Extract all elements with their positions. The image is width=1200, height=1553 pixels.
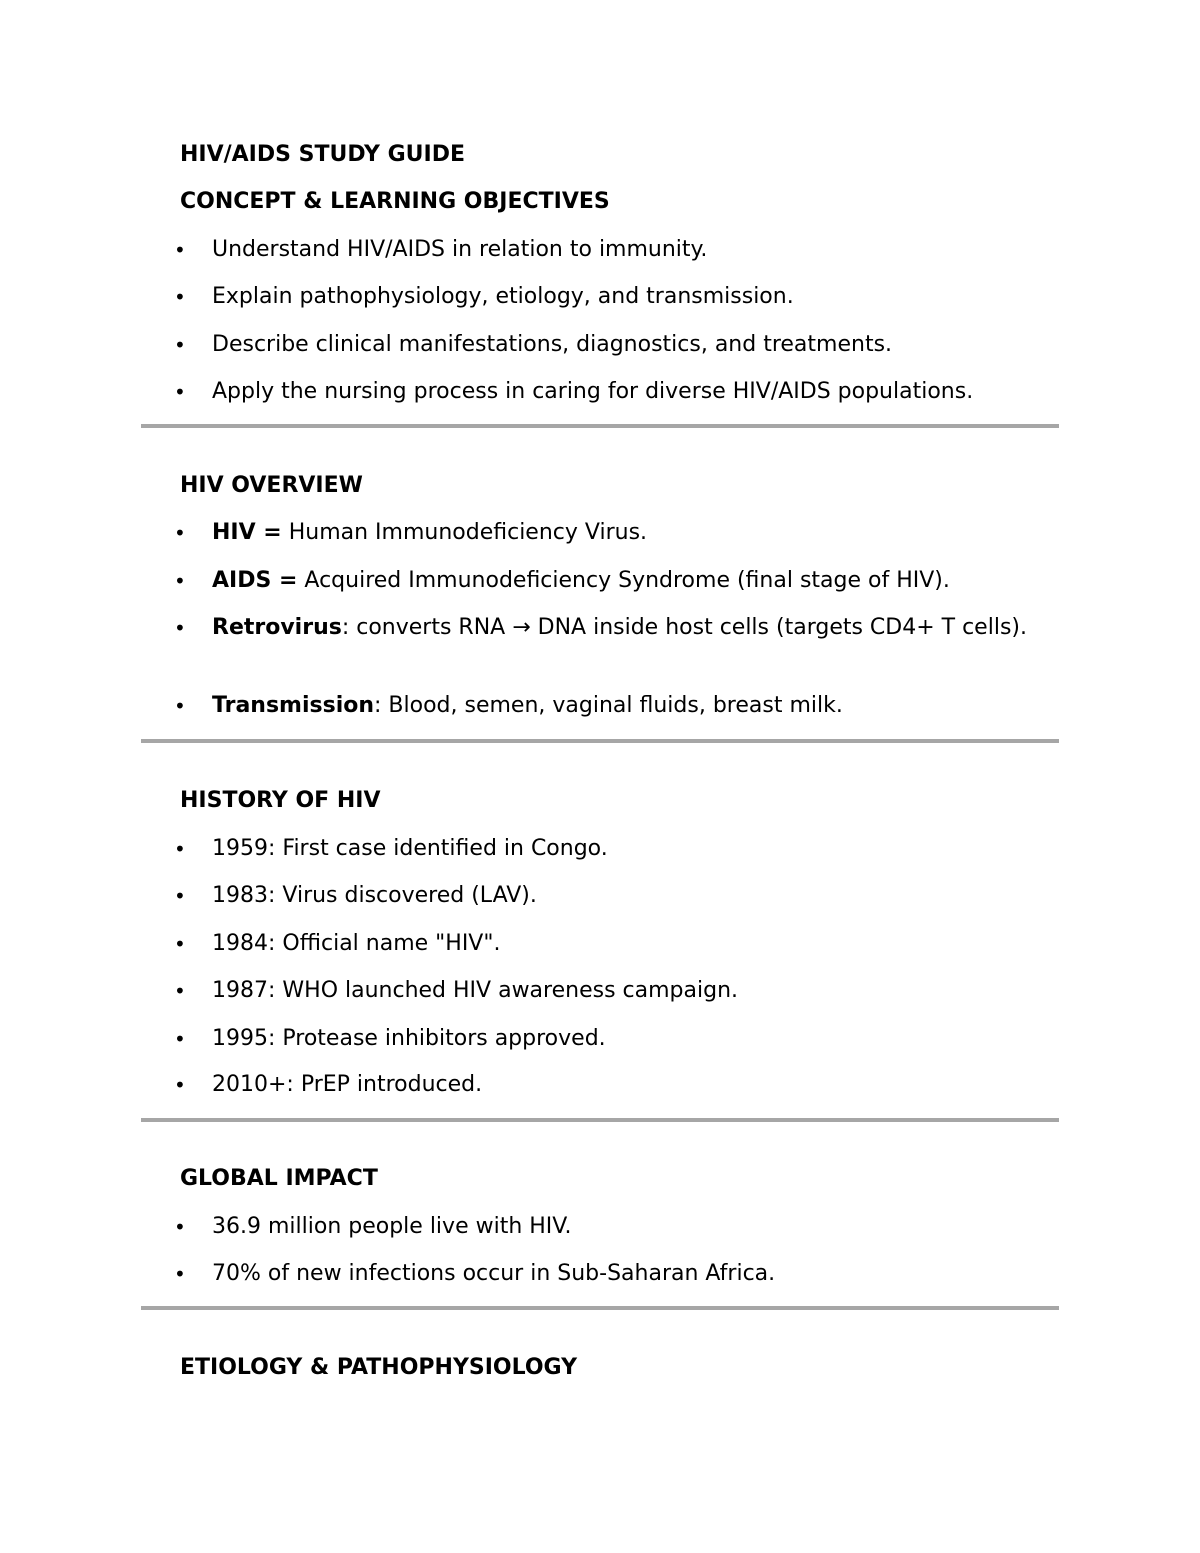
list-item-text: 36.9 million people live with HIV. [212,1214,572,1239]
bullet-icon: • [174,694,186,718]
bullet-icon: • [174,616,186,640]
section-heading-etiology: ETIOLOGY & PATHOPHYSIOLOGY [180,1355,578,1380]
bullet-icon: • [174,521,186,545]
list-item-text: : converts RNA → DNA inside host cells (targets CD4+ T cells). [341,615,1027,640]
bullet-icon: • [174,380,186,404]
bullet-icon: • [174,1073,186,1097]
section-divider [141,1118,1059,1122]
list-item-text: 70% of new infections occur in Sub-Saharan Africa. [212,1261,776,1286]
section-divider [141,1306,1059,1310]
list-item-term: AIDS = [212,568,298,593]
document-title: HIV/AIDS STUDY GUIDE [180,142,466,167]
list-item-text: 2010+: PrEP introduced. [212,1072,483,1097]
section-divider [141,424,1059,428]
bullet-icon: • [174,932,186,956]
list-item-text: Describe clinical manifestations, diagnostics, and treatments. [212,332,893,357]
bullet-icon: • [174,285,186,309]
list-item-text: Human Immunodeficiency Virus. [281,520,648,545]
section-heading-global-impact: GLOBAL IMPACT [180,1166,378,1191]
bullet-icon: • [174,238,186,262]
list-item-text: 1987: WHO launched HIV awareness campaign. [212,978,739,1003]
list-item-text: 1983: Virus discovered (LAV). [212,883,537,908]
list-item-text: Explain pathophysiology, etiology, and transmission. [212,284,794,309]
list-item-text: Apply the nursing process in caring for diverse HIV/AIDS populations. [212,379,974,404]
bullet-icon: • [174,1262,186,1286]
bullet-icon: • [174,884,186,908]
list-item-term: Retrovirus [212,615,342,640]
list-item-term: Transmission [212,693,375,718]
list-item-text: 1984: Official name "HIV". [212,931,501,956]
section-heading-overview: HIV OVERVIEW [180,473,363,498]
section-heading-objectives: CONCEPT & LEARNING OBJECTIVES [180,189,610,214]
list-item-text: : Blood, semen, vaginal fluids, breast milk. [374,693,843,718]
bullet-icon: • [174,837,186,861]
list-item-text: Acquired Immunodeficiency Syndrome (final stage of HIV). [297,568,950,593]
section-divider [141,739,1059,743]
bullet-icon: • [174,979,186,1003]
list-item-term: HIV = [212,520,282,545]
bullet-icon: • [174,333,186,357]
list-item-text: 1959: First case identified in Congo. [212,836,608,861]
bullet-icon: • [174,1215,186,1239]
list-item-text: 1995: Protease inhibitors approved. [212,1026,606,1051]
list-item-text: Understand HIV/AIDS in relation to immunity. [212,237,708,262]
bullet-icon: • [174,569,186,593]
section-heading-history: HISTORY OF HIV [180,788,381,813]
bullet-icon: • [174,1027,186,1051]
